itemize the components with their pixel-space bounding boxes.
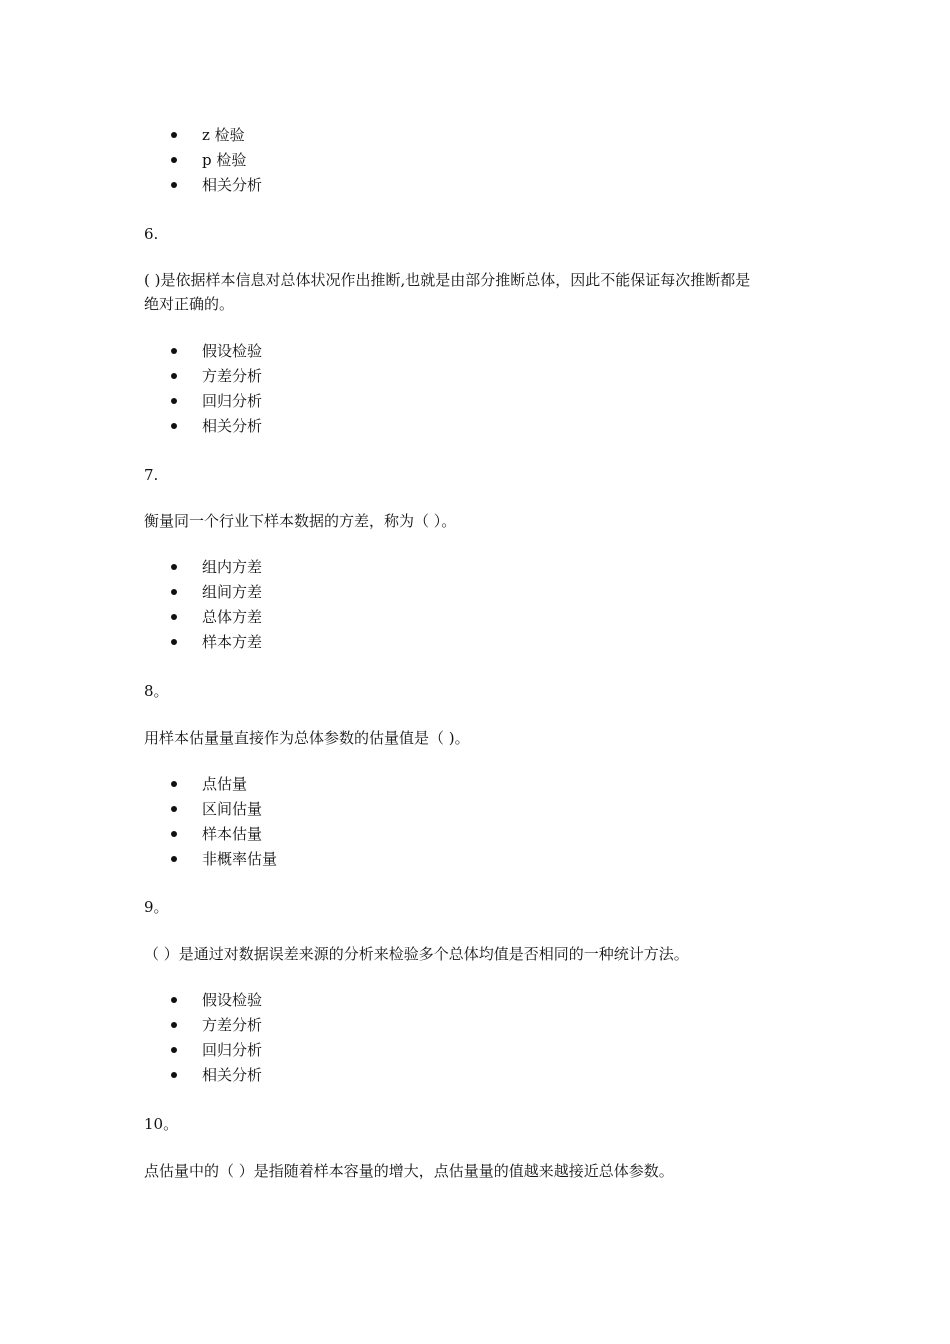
list-item [0,389,950,414]
question-5-options-block [0,123,950,198]
question-7-options [0,555,950,655]
list-item [0,123,950,148]
option-label: 假设检验 [202,991,263,1009]
option-label: 样本估量 [202,825,263,843]
list-item [0,339,950,364]
question-8-number: 8。 [144,682,169,700]
question-6-options-block [0,339,950,439]
question-10-number: 10。 [144,1115,179,1133]
question-6-text-line2: 绝对正确的。 [144,295,235,313]
list-item [0,555,950,580]
list-item [0,772,950,797]
list-item [0,1013,950,1038]
bullet-icon [171,182,177,188]
question-7-options-block [0,555,950,655]
list-item [0,822,950,847]
option-label: 样本方差 [202,633,263,651]
bullet-icon [171,614,177,620]
question-6-number: 6. [144,225,159,243]
list-item [0,1063,950,1088]
bullet-icon [171,589,177,595]
list-item [0,580,950,605]
bullet-icon [171,831,177,837]
option-label: 相关分析 [202,1066,263,1084]
bullet-icon [171,132,177,138]
option-label: 区间估量 [202,800,263,818]
question-7-number: 7. [144,466,159,484]
list-item [0,148,950,173]
question-7-text: 衡量同一个行业下样本数据的方差，称为（ ）。 [144,512,457,530]
option-label: 回归分析 [202,392,263,410]
bullet-icon [171,423,177,429]
list-item [0,605,950,630]
question-9-number: 9。 [144,898,169,916]
list-item [0,1038,950,1063]
bullet-icon [171,639,177,645]
bullet-icon [171,564,177,570]
option-label: 方差分析 [202,367,263,385]
bullet-icon [171,806,177,812]
option-label: 相关分析 [202,417,263,435]
question-6-text-line1: ( )是依据样本信息对总体状况作出推断,也就是由部分推断总体，因此不能保证每次推断都是 [144,271,751,289]
option-label: p 检验 [202,151,247,169]
option-label: 回归分析 [202,1041,263,1059]
bullet-icon [171,856,177,862]
option-label: 点估量 [202,775,248,793]
option-label: 相关分析 [202,176,263,194]
question-6-options [0,339,950,439]
question-6-text [144,268,814,316]
question-9-text: （ ）是通过对数据误差来源的分析来检验多个总体均值是否相同的一种统计方法。 [144,945,689,963]
bullet-icon [171,398,177,404]
option-label: 假设检验 [202,342,263,360]
list-item [0,364,950,389]
list-item [0,173,950,198]
question-8-text: 用样本估量量直接作为总体参数的估量值是（ )。 [144,729,470,747]
question-9-options [0,988,950,1088]
question-8-options-block [0,772,950,872]
bullet-icon [171,157,177,163]
list-item [0,988,950,1013]
bullet-icon [171,997,177,1003]
option-label: 方差分析 [202,1016,263,1034]
question-5-options [0,123,950,198]
bullet-icon [171,1022,177,1028]
option-label: 非概率估量 [202,850,278,868]
bullet-icon [171,1072,177,1078]
option-label: 总体方差 [202,608,263,626]
bullet-icon [171,373,177,379]
question-8-options [0,772,950,872]
list-item [0,414,950,439]
option-label: 组间方差 [202,583,263,601]
bullet-icon [171,348,177,354]
question-9-options-block [0,988,950,1088]
option-label: z 检验 [202,126,245,144]
list-item [0,847,950,872]
list-item [0,797,950,822]
bullet-icon [171,781,177,787]
list-item [0,630,950,655]
bullet-icon [171,1047,177,1053]
option-label: 组内方差 [202,558,263,576]
question-10-text: 点估量中的（ ）是指随着样本容量的增大，点估量量的值越来越接近总体参数。 [144,1162,674,1180]
